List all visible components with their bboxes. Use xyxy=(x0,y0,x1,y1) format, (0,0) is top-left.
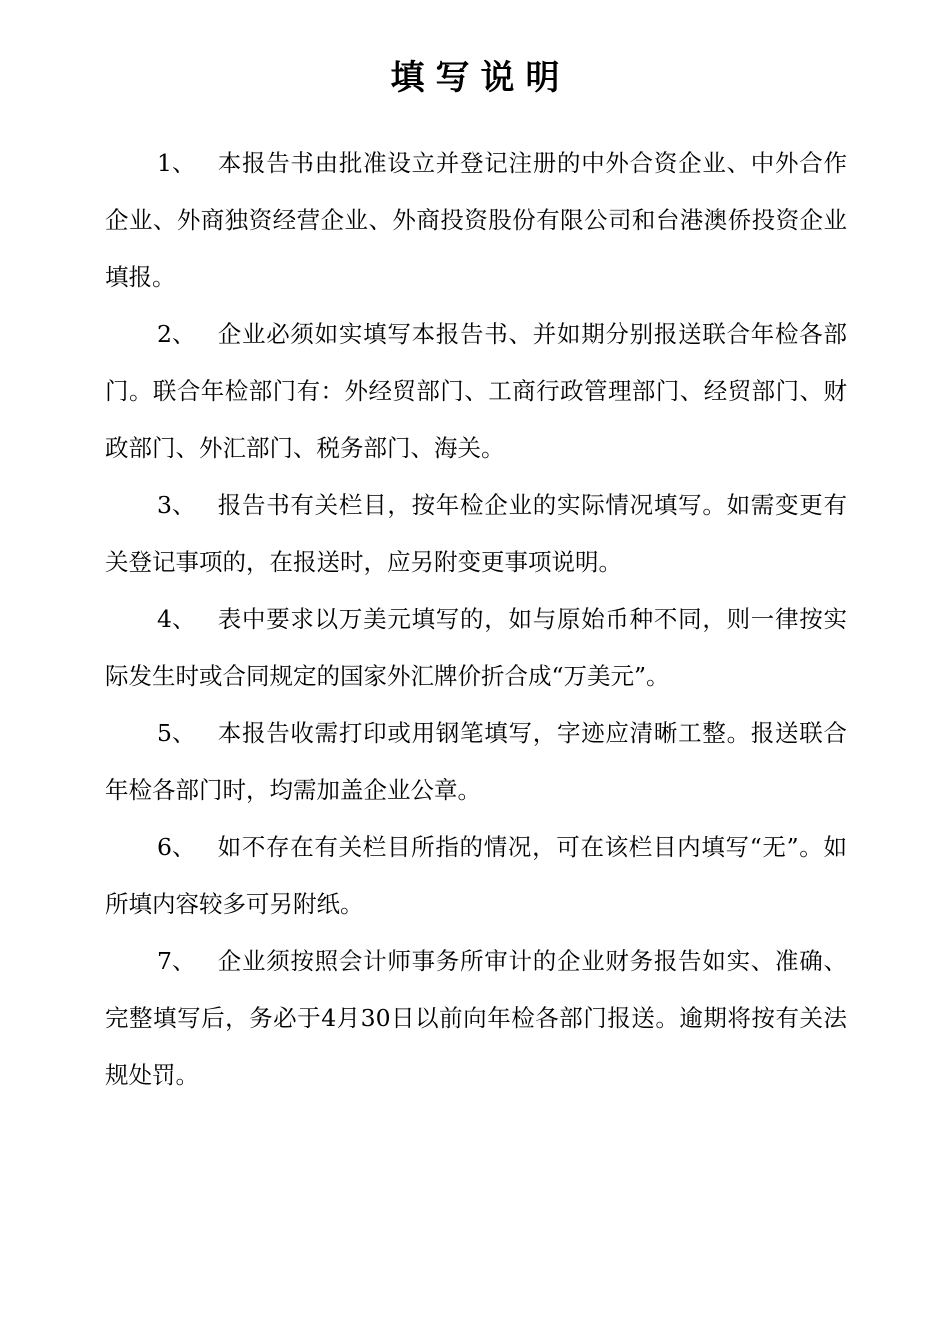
instruction-item-6 xyxy=(105,819,847,933)
instruction-item-7 xyxy=(105,933,847,1104)
instruction-item-1 xyxy=(105,135,847,306)
instruction-item-5 xyxy=(105,705,847,819)
item-number: 6、 xyxy=(157,833,196,861)
instruction-item-2 xyxy=(105,306,847,477)
item-text: 企业须按照会计师事务所审计的企业财务报告如实、准确、完整填写后，务必于4月30日以前向年检各部门报送。逾期将按有关法规处罚。 xyxy=(105,947,847,1089)
item-number: 5、 xyxy=(157,719,196,747)
item-text: 本报告书由批准设立并登记注册的中外合资企业、中外合作企业、外商独资经营企业、外商投资股份有限公司和台港澳侨投资企业填报。 xyxy=(105,149,847,291)
instruction-item-3 xyxy=(105,477,847,591)
item-number: 1、 xyxy=(157,149,196,177)
item-text: 企业必须如实填写本报告书、并如期分别报送联合年检各部门。联合年检部门有：外经贸部门、工商行政管理部门、经贸部门、财政部门、外汇部门、税务部门、海关。 xyxy=(105,320,847,462)
item-number: 3、 xyxy=(157,491,196,519)
page-title: 填写说明 xyxy=(390,58,571,98)
item-text: 本报告收需打印或用钢笔填写，字迹应清晰工整。报送联合年检各部门时，均需加盖企业公章。 xyxy=(105,719,847,804)
item-text: 报告书有关栏目，按年检企业的实际情况填写。如需变更有关登记事项的，在报送时，应另附变更事项说明。 xyxy=(105,491,847,576)
item-number: 4、 xyxy=(157,605,196,633)
instruction-list xyxy=(105,135,847,1104)
item-text: 如不存在有关栏目所指的情况，可在该栏目内填写“无”。如所填内容较多可另附纸。 xyxy=(105,833,847,918)
instruction-item-4 xyxy=(105,591,847,705)
item-text: 表中要求以万美元填写的，如与原始币种不同，则一律按实际发生时或合同规定的国家外汇牌价折合成“万美元”。 xyxy=(105,605,847,690)
item-number: 7、 xyxy=(157,947,196,975)
item-number: 2、 xyxy=(157,320,196,348)
